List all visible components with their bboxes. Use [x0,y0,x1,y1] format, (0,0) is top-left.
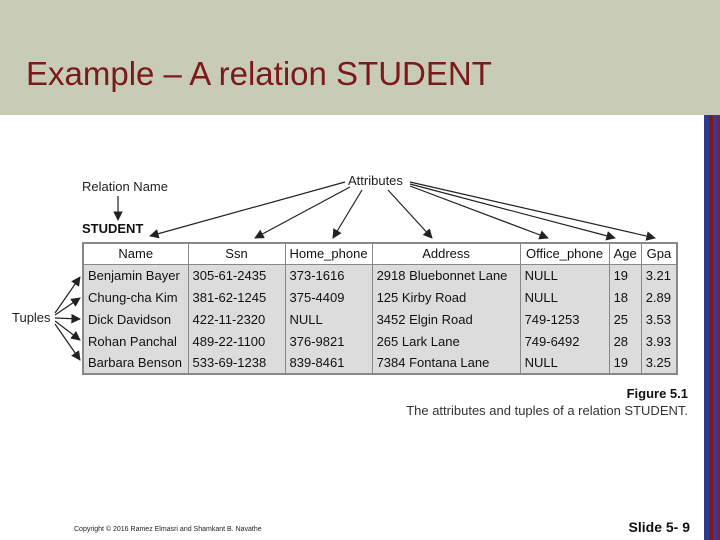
slide-title: Example – A relation STUDENT [26,55,492,92]
tuple-arrow [55,321,80,340]
figure-number: Figure 5.1 [626,386,688,401]
attribute-arrow [333,190,362,238]
tuple-arrow [55,277,80,313]
cell-office-phone: 749-1253 [520,308,609,330]
tuple-arrow [55,298,80,315]
student-relation-table [82,242,678,375]
cell-age: 19 [609,264,641,286]
cell-gpa: 3.21 [641,264,677,286]
column-header-ssn: Ssn [188,243,285,264]
cell-name: Barbara Benson [83,352,188,374]
cell-name: Benjamin Bayer [83,264,188,286]
cell-ssn: 489-22-1100 [188,330,285,352]
table-row [83,286,677,308]
copyright-notice: Copyright © 2016 Ramez Elmasri and Shamkant B. Navathe [74,526,262,533]
relation-name-label: Relation Name [82,179,168,194]
column-header-home-phone: Home_phone [285,243,372,264]
attribute-arrow [410,186,548,238]
table-row [83,308,677,330]
cell-age: 25 [609,308,641,330]
cell-address: 265 Lark Lane [372,330,520,352]
cell-address: 7384 Fontana Lane [372,352,520,374]
cell-gpa: 2.89 [641,286,677,308]
attribute-arrow [150,182,345,236]
cell-age: 18 [609,286,641,308]
column-header-gpa: Gpa [641,243,677,264]
relation-label: STUDENT [82,221,144,236]
column-header-name: Name [83,243,188,264]
cell-home-phone: 839-8461 [285,352,372,374]
cell-office-phone: 749-6492 [520,330,609,352]
cell-office-phone: NULL [520,264,609,286]
attribute-arrow [255,187,350,238]
table-row [83,330,677,352]
attribute-arrow [388,190,432,238]
attribute-arrows [150,182,655,238]
cell-age: 28 [609,330,641,352]
column-header-age: Age [609,243,641,264]
attribute-arrow [410,184,615,238]
cell-gpa: 3.25 [641,352,677,374]
attribute-arrow [410,182,655,238]
cell-home-phone: 376-9821 [285,330,372,352]
table-row [83,352,677,374]
cell-ssn: 381-62-1245 [188,286,285,308]
figure-caption [406,386,688,418]
figure-caption-text: The attributes and tuples of a relation STUDENT. [406,403,688,418]
tuple-arrow [55,324,80,360]
cell-gpa: 3.93 [641,330,677,352]
column-header-office-phone: Office_phone [520,243,609,264]
cell-home-phone: 375-4409 [285,286,372,308]
cell-address: 3452 Elgin Road [372,308,520,330]
cell-office-phone: NULL [520,352,609,374]
table-row [83,264,677,286]
cell-home-phone: 373-1616 [285,264,372,286]
cell-ssn: 305-61-2435 [188,264,285,286]
cell-name: Chung-cha Kim [83,286,188,308]
cell-address: 2918 Bluebonnet Lane [372,264,520,286]
tuples-label: Tuples [12,310,51,325]
slide-number: Slide 5- 9 [628,519,690,535]
cell-name: Dick Davidson [83,308,188,330]
cell-ssn: 422-11-2320 [188,308,285,330]
tuple-arrows [55,277,80,360]
cell-office-phone: NULL [520,286,609,308]
cell-name: Rohan Panchal [83,330,188,352]
cell-gpa: 3.53 [641,308,677,330]
column-header-address: Address [372,243,520,264]
cell-ssn: 533-69-1238 [188,352,285,374]
table-header-row [83,243,677,264]
cell-address: 125 Kirby Road [372,286,520,308]
tuple-arrow [55,318,80,319]
cell-age: 19 [609,352,641,374]
cell-home-phone: NULL [285,308,372,330]
attributes-label: Attributes [348,173,403,188]
